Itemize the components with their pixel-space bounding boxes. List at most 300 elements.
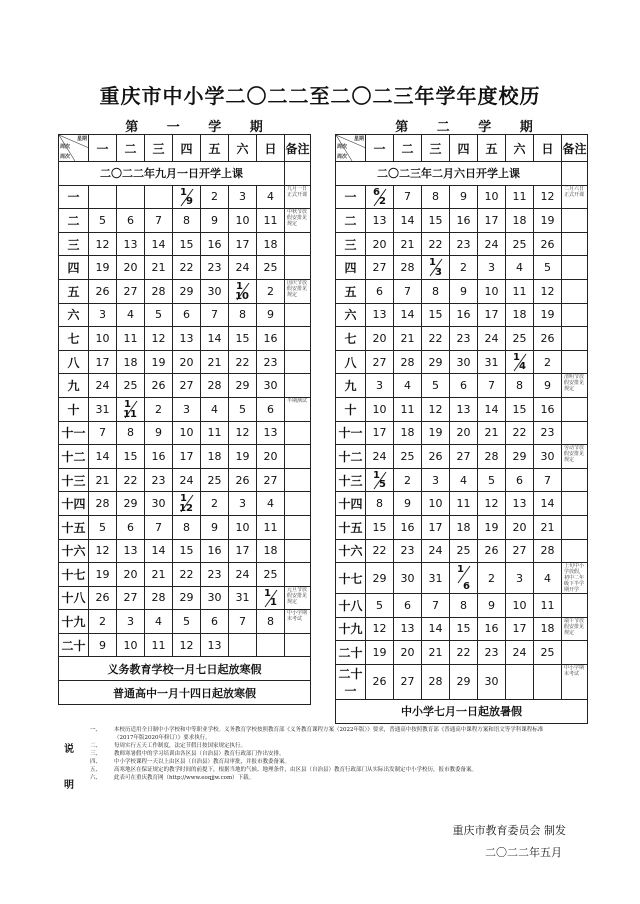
note-text: 高寒地区在保证规定的教学时间的前提下，根据当地的气候、地理条件，由区县（自治县）教育行政部门从实际出发制定中小学校历，报市教委备案。 [114,767,478,773]
day-cell: 5 [89,209,117,233]
day-cell: 27 [366,350,394,374]
note-text: 中小学校课程一天以上由区县（自治县）教育局审批，并报市教委备案。 [114,759,291,765]
day-cell: 13 [366,303,394,327]
month-number: 9 [186,196,193,208]
week-number: 二 [59,209,89,233]
month-start-day: 1 [429,257,436,269]
day-cell: 3 [117,610,145,634]
day-cell: 28 [201,374,229,398]
day-cell: 9 [201,209,229,233]
day-cell: 12 [145,327,173,351]
day-cell: 30 [145,492,173,516]
note-number: 三、 [90,751,102,757]
day-cell: 7 [394,185,422,209]
note-cell [562,397,588,421]
day-cell: 13 [394,617,422,641]
note-number: 六、 [90,775,102,781]
note-cell [285,162,311,186]
day-cell: 28 [394,256,422,280]
note-cell [285,374,311,398]
day-cell: 8 [257,610,285,634]
weekday-header: 一 [366,135,394,162]
day-cell: 6 [117,515,145,539]
day-cell: 27 [366,256,394,280]
day-cell: 11 [145,633,173,657]
week-number: 十四 [336,492,366,516]
note-text: 本校历适用全日制中小学校和中等职业学校。义务教育学校按照教育部《义务教育课程方案（2022年版）》要求，普通高中按照教育部《普通高中课程方案和语文等学科课程标准（2017年版2020年修订）》要求执行。 [114,727,544,741]
day-cell: 4 [394,374,422,398]
day-cell: 8 [173,515,201,539]
note-item [90,750,550,758]
week-number: 二十一 [336,664,366,699]
day-cell: 4 [450,468,478,492]
week-row [336,421,588,445]
month-start-day: 6 [373,186,380,198]
day-cell: 26 [534,232,562,256]
day-cell [145,185,173,209]
day-cell: 10 [229,515,257,539]
week-row [336,374,588,398]
note-cell [562,594,588,618]
weekday-header: 四 [450,135,478,162]
note-cell: 中小学期末考试 [562,664,588,699]
day-cell: 7 [145,515,173,539]
day-cell: 29 [117,492,145,516]
day-cell: 2 [145,397,173,421]
day-cell: 21 [145,256,173,280]
day-cell: 3 [229,185,257,209]
day-cell: 2 [201,185,229,209]
week-number: 十 [336,397,366,421]
week-row [59,232,311,256]
day-cell: 25 [394,445,422,469]
day-cell: 11 [506,279,534,303]
day-cell: 12 [478,492,506,516]
weekday-header: 四 [173,135,201,162]
day-cell: 17 [229,232,257,256]
day-cell: 27 [506,539,534,563]
day-cell: 8 [117,421,145,445]
month-start-day: 1 [513,351,520,363]
week-number: 十三 [336,468,366,492]
week-number: 六 [336,303,366,327]
day-cell: 23 [201,256,229,280]
day-cell: 2 [478,563,506,594]
day-cell: 11 [534,594,562,618]
week-number: 十一 [59,421,89,445]
day-cell: 10 [366,397,394,421]
day-cell: 5 [145,303,173,327]
week-row [59,397,311,421]
day-cell: 10 [506,594,534,618]
day-cell: 16 [394,515,422,539]
day-cell: 8 [422,279,450,303]
day-cell: 24 [478,232,506,256]
note-number: 一、 [90,727,102,733]
day-cell: 24 [478,327,506,351]
day-cell: 13 [173,327,201,351]
header-row [336,135,588,162]
note-cell [562,303,588,327]
note-cell [562,162,588,186]
day-cell: 22 [422,232,450,256]
month-start-day: 1 [124,398,131,410]
day-cell [89,185,117,209]
day-cell: 20 [173,350,201,374]
day-cell: 22 [450,641,478,665]
day-cell: 8 [422,185,450,209]
day-cell: 28 [394,350,422,374]
week-number: 十九 [59,610,89,634]
day-cell: 22 [173,256,201,280]
weekday-header: 三 [145,135,173,162]
day-cell: 21 [394,327,422,351]
day-cell: 3 [478,256,506,280]
note-text: 教师寒暑假中的学习培训由各区县（自治县）教育行政部门作出安排。 [114,751,285,757]
day-cell: 8 [506,374,534,398]
day-cell: 6 [394,594,422,618]
day-cell: 17 [478,303,506,327]
day-cell: 26 [145,374,173,398]
day-cell: 5 [229,397,257,421]
week-row [336,279,588,303]
week-row [336,303,588,327]
corner-cell [59,135,89,162]
day-cell: 9 [201,515,229,539]
day-cell: 26 [366,664,394,699]
note-cell [562,256,588,280]
day-cell: 18 [394,421,422,445]
note-cell [562,492,588,516]
day-cell: 31 [478,350,506,374]
start-banner: 二〇二二年九月一日开学上课 [59,162,285,186]
day-cell: 20 [366,327,394,351]
corner-label-week: 周次 [60,144,71,150]
day-cell: 16 [201,539,229,563]
day-cell: 18 [117,350,145,374]
week-row [59,445,311,469]
week-number: 四 [59,256,89,280]
note-item [90,766,550,774]
day-cell [257,633,285,657]
day-cell: 12 [89,539,117,563]
note-cell [562,641,588,665]
day-cell: 2 [534,350,562,374]
week-number: 八 [336,350,366,374]
note-cell [285,256,311,280]
day-cell: 26 [534,327,562,351]
week-row [336,641,588,665]
week-row [59,374,311,398]
week-row [336,185,588,209]
day-cell: 25 [257,563,285,587]
month-start-cell [229,279,257,303]
week-row [336,445,588,469]
day-cell: 6 [257,397,285,421]
day-cell: 3 [89,303,117,327]
day-cell: 30 [257,374,285,398]
day-cell: 9 [534,374,562,398]
weekday-header: 六 [229,135,257,162]
weekday-header: 日 [534,135,562,162]
day-cell: 11 [201,421,229,445]
day-cell: 5 [534,256,562,280]
week-number: 四 [336,256,366,280]
day-cell: 13 [117,539,145,563]
day-cell: 17 [366,421,394,445]
day-cell: 9 [450,279,478,303]
day-cell: 4 [145,610,173,634]
day-cell: 17 [173,445,201,469]
note-cell [285,421,311,445]
day-cell: 19 [366,641,394,665]
vacation-notice: 中小学七月一日起放暑假 [336,699,588,723]
week-row [59,327,311,351]
week-row [336,327,588,351]
page-title: 重庆市中小学二〇二二至二〇二三年学年度校历 [99,84,541,108]
note-cell: 中小学期末考试 [285,610,311,634]
day-cell: 21 [145,563,173,587]
day-cell: 20 [394,641,422,665]
day-cell: 4 [201,397,229,421]
day-cell: 11 [450,492,478,516]
day-cell: 14 [201,327,229,351]
footer-row [59,681,311,705]
month-number: 6 [463,581,470,593]
day-cell [117,185,145,209]
day-cell: 2 [201,492,229,516]
day-cell: 20 [450,421,478,445]
day-cell: 16 [450,209,478,233]
corner-cell [336,135,366,162]
day-cell: 6 [173,303,201,327]
day-cell: 5 [89,515,117,539]
day-cell: 21 [422,641,450,665]
day-cell: 10 [173,421,201,445]
week-row [336,397,588,421]
day-cell: 25 [257,256,285,280]
day-cell: 16 [257,327,285,351]
day-cell: 5 [173,610,201,634]
day-cell: 12 [89,232,117,256]
day-cell: 24 [229,256,257,280]
note-cell [562,327,588,351]
day-cell: 18 [506,209,534,233]
week-number: 十二 [336,445,366,469]
day-cell: 14 [478,397,506,421]
day-cell: 28 [145,586,173,610]
week-number: 二 [336,209,366,233]
note-cell: 元旦节放假安排见规定 [285,586,311,610]
day-cell: 24 [173,468,201,492]
note-item [90,774,550,782]
day-cell: 15 [450,617,478,641]
day-cell: 24 [229,563,257,587]
start-banner: 二〇二三年二月六日开学上课 [336,162,562,186]
day-cell: 8 [173,209,201,233]
week-number: 十四 [59,492,89,516]
day-cell: 28 [145,279,173,303]
day-cell: 2 [450,256,478,280]
day-cell: 9 [257,303,285,327]
week-number: 十二 [59,445,89,469]
note-cell [562,539,588,563]
week-row [59,256,311,280]
month-start-day: 1 [264,587,271,599]
day-cell [229,633,257,657]
note-cell: 劳动节放假安排见规定 [562,445,588,469]
day-cell: 19 [534,303,562,327]
day-cell: 27 [117,586,145,610]
weekday-header: 三 [422,135,450,162]
day-cell: 6 [366,279,394,303]
week-row [59,492,311,516]
week-number: 三 [59,232,89,256]
day-cell: 18 [201,445,229,469]
day-cell: 25 [506,327,534,351]
vacation-notice: 普通高中一月十四日起放寒假 [59,681,311,705]
note-cell [562,350,588,374]
week-row [59,185,311,209]
note-number: 四、 [90,759,102,765]
day-cell: 7 [145,209,173,233]
day-cell: 16 [478,617,506,641]
week-row [336,350,588,374]
day-cell: 10 [422,492,450,516]
day-cell: 6 [506,468,534,492]
day-cell: 5 [366,594,394,618]
month-number: 12 [179,502,193,514]
corner-label-week-no: 周次 [60,154,71,160]
day-cell: 22 [422,327,450,351]
note-cell [562,468,588,492]
day-cell [534,664,562,699]
week-number: 五 [336,279,366,303]
day-cell: 2 [257,279,285,303]
day-cell: 14 [145,232,173,256]
week-row [336,209,588,233]
week-number: 七 [336,327,366,351]
week-row [336,256,588,280]
day-cell: 17 [506,617,534,641]
month-start-day: 1 [236,280,243,292]
week-number: 九 [336,374,366,398]
day-cell: 27 [117,279,145,303]
day-cell: 30 [201,279,229,303]
notes-label-2: 明 [64,780,74,791]
day-cell: 3 [173,397,201,421]
day-cell: 28 [89,492,117,516]
day-cell: 30 [450,350,478,374]
day-cell: 11 [257,515,285,539]
day-cell: 10 [117,633,145,657]
day-cell: 14 [422,617,450,641]
month-start-cell [366,185,394,209]
note-cell [562,232,588,256]
month-start-day: 1 [180,493,187,505]
corner-label-week: 周次 [337,144,348,150]
corner-label-weekday: 星期 [76,136,87,142]
day-cell: 7 [478,374,506,398]
note-header: 备注 [562,135,588,162]
note-cell: 国庆节放假安排见规定 [285,279,311,303]
day-cell: 6 [201,610,229,634]
day-cell: 22 [117,468,145,492]
month-start-day: 1 [373,469,380,481]
day-cell: 18 [257,539,285,563]
day-cell: 21 [201,350,229,374]
week-row [59,350,311,374]
day-cell: 23 [478,641,506,665]
day-cell: 20 [117,256,145,280]
weekday-header: 日 [257,135,285,162]
banner-row [336,162,588,186]
day-cell: 15 [173,539,201,563]
day-cell: 2 [89,610,117,634]
day-cell: 16 [145,445,173,469]
day-cell: 4 [534,563,562,594]
weekday-header: 二 [394,135,422,162]
week-number: 十一 [336,421,366,445]
notes-label-1: 说 [64,744,74,755]
day-cell: 16 [534,397,562,421]
day-cell: 31 [422,563,450,594]
month-start-cell [173,185,201,209]
day-cell: 3 [506,563,534,594]
week-number: 一 [59,185,89,209]
day-cell: 8 [229,303,257,327]
note-cell: 端午节放假安排见规定 [562,617,588,641]
week-number: 十七 [336,563,366,594]
day-cell: 8 [366,492,394,516]
day-cell: 22 [366,539,394,563]
month-number: 11 [123,408,137,420]
day-cell: 31 [229,586,257,610]
day-cell: 4 [257,185,285,209]
day-cell: 9 [145,421,173,445]
day-cell: 24 [89,374,117,398]
month-start-cell [173,492,201,516]
day-cell: 19 [478,515,506,539]
day-cell: 27 [450,445,478,469]
day-cell: 23 [450,327,478,351]
day-cell: 14 [145,539,173,563]
month-start-cell [422,256,450,280]
note-cell: 二月六日正式开课 [562,185,588,209]
note-cell: 半期测试 [285,397,311,421]
day-cell: 11 [394,397,422,421]
month-start-day: 1 [457,564,464,576]
week-row [59,586,311,610]
day-cell: 26 [89,586,117,610]
day-cell: 4 [117,303,145,327]
day-cell: 28 [478,445,506,469]
week-number: 十九 [336,617,366,641]
day-cell: 14 [394,209,422,233]
note-cell [562,421,588,445]
note-cell: 上旬中小学放假，初中二年级下半学期开学 [562,563,588,594]
weekday-header: 一 [89,135,117,162]
note-cell [562,515,588,539]
note-cell [285,468,311,492]
notes-list [90,726,550,782]
day-cell: 15 [173,232,201,256]
week-row [336,232,588,256]
day-cell: 16 [450,303,478,327]
week-row [59,209,311,233]
day-cell: 29 [422,350,450,374]
day-cell: 9 [394,492,422,516]
